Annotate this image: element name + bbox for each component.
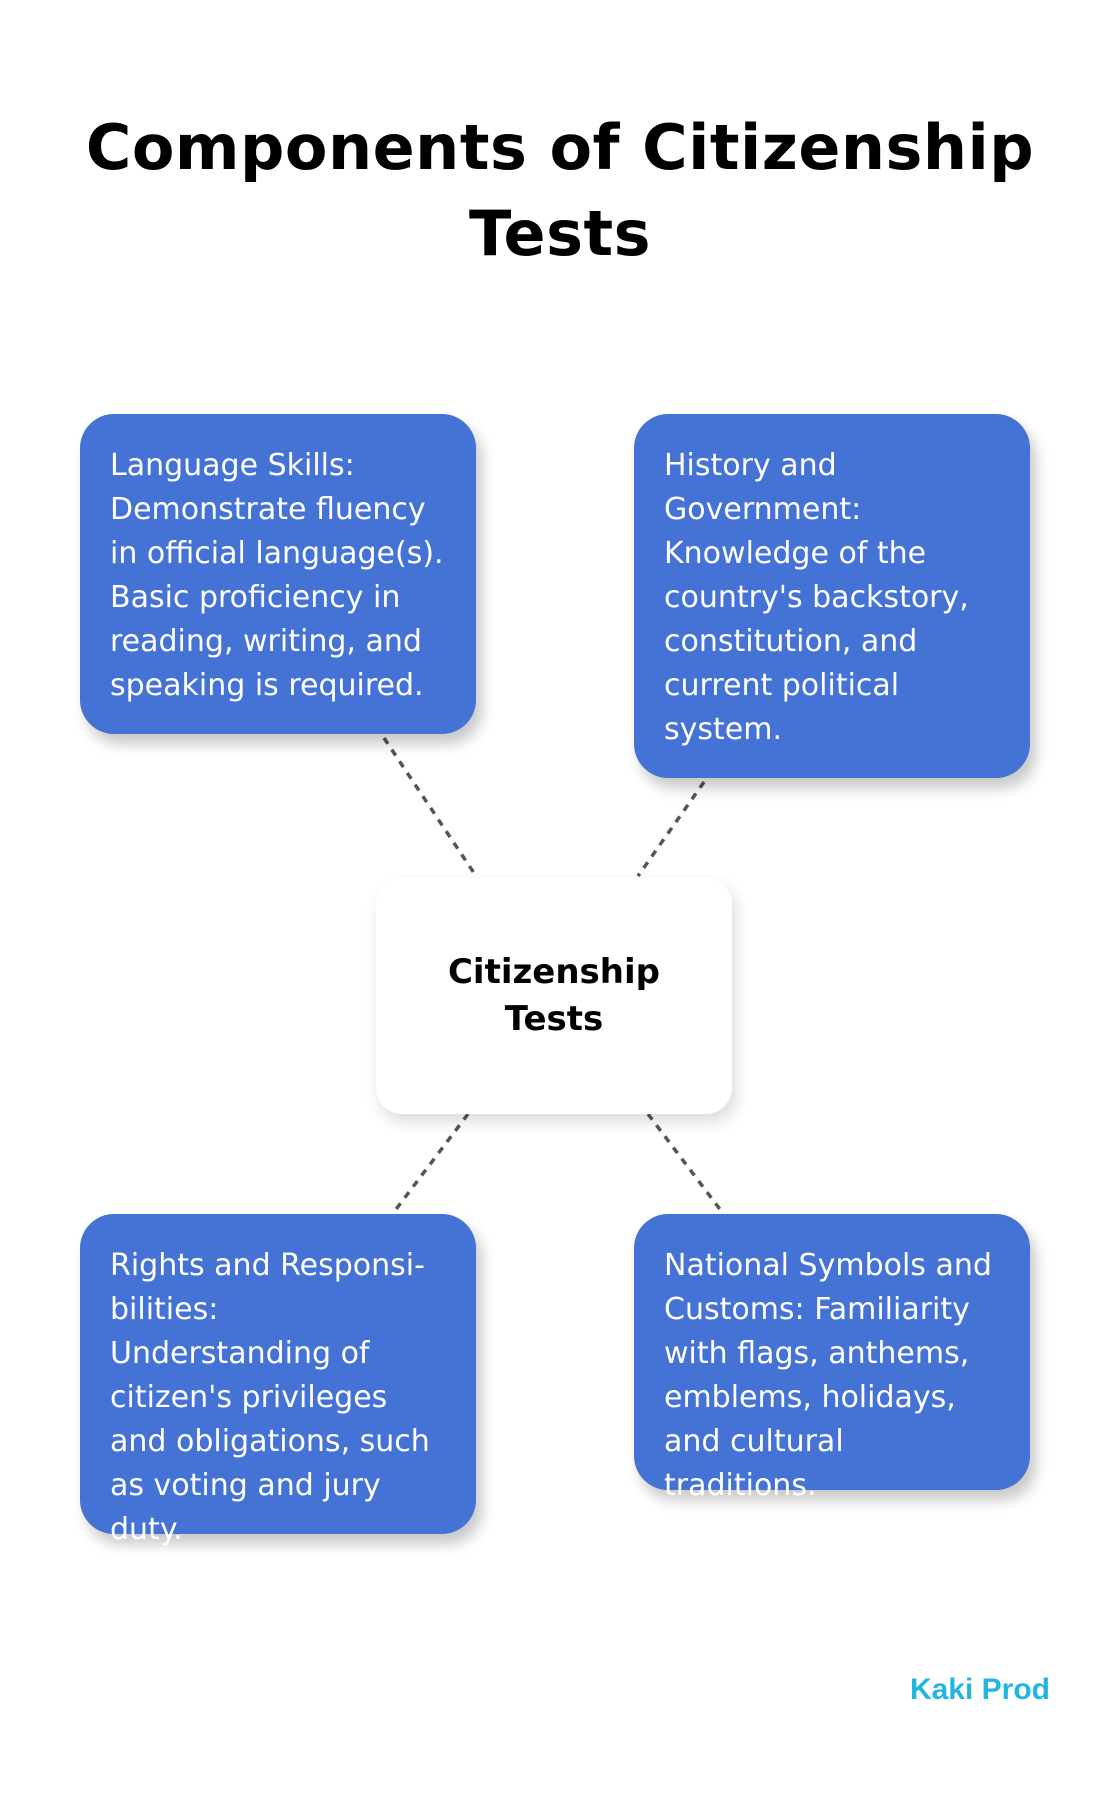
connector-rights-responsibilities [394,1114,468,1212]
connector-national-symbols [648,1114,722,1212]
card-rights-responsibilities [80,1214,476,1547]
card-national-symbols [634,1214,1030,1503]
connector-history-government [638,782,704,876]
card-history-government [634,414,1030,778]
center-node-label: Citizenship Tests [447,952,660,1039]
card-language-skills [80,414,476,734]
card-rights-responsibilities-text: Rights and Responsibilities: Understanding of citizen's privileges and obligations, such as voting and jury duty. [110,1248,430,1547]
card-language-skills-text: Language Skills: Demonstrate fluency in official language(s). Basic proficiency in reading, writing, and speaking is required. [110,448,444,703]
card-national-symbols-text: National Symbols and Customs: Familiarity with flags, anthems, emblems, holidays, and cultural traditions. [664,1248,992,1503]
brand-logo: Kaki Prod [909,1673,1050,1706]
connector-language-skills [384,738,476,876]
center-node [376,878,732,1114]
card-history-government-text: History and Government: Knowledge of the country's backstory, constitution, and current political system. [664,448,969,747]
page-title: Components of Citizenship Tests [85,111,1035,270]
